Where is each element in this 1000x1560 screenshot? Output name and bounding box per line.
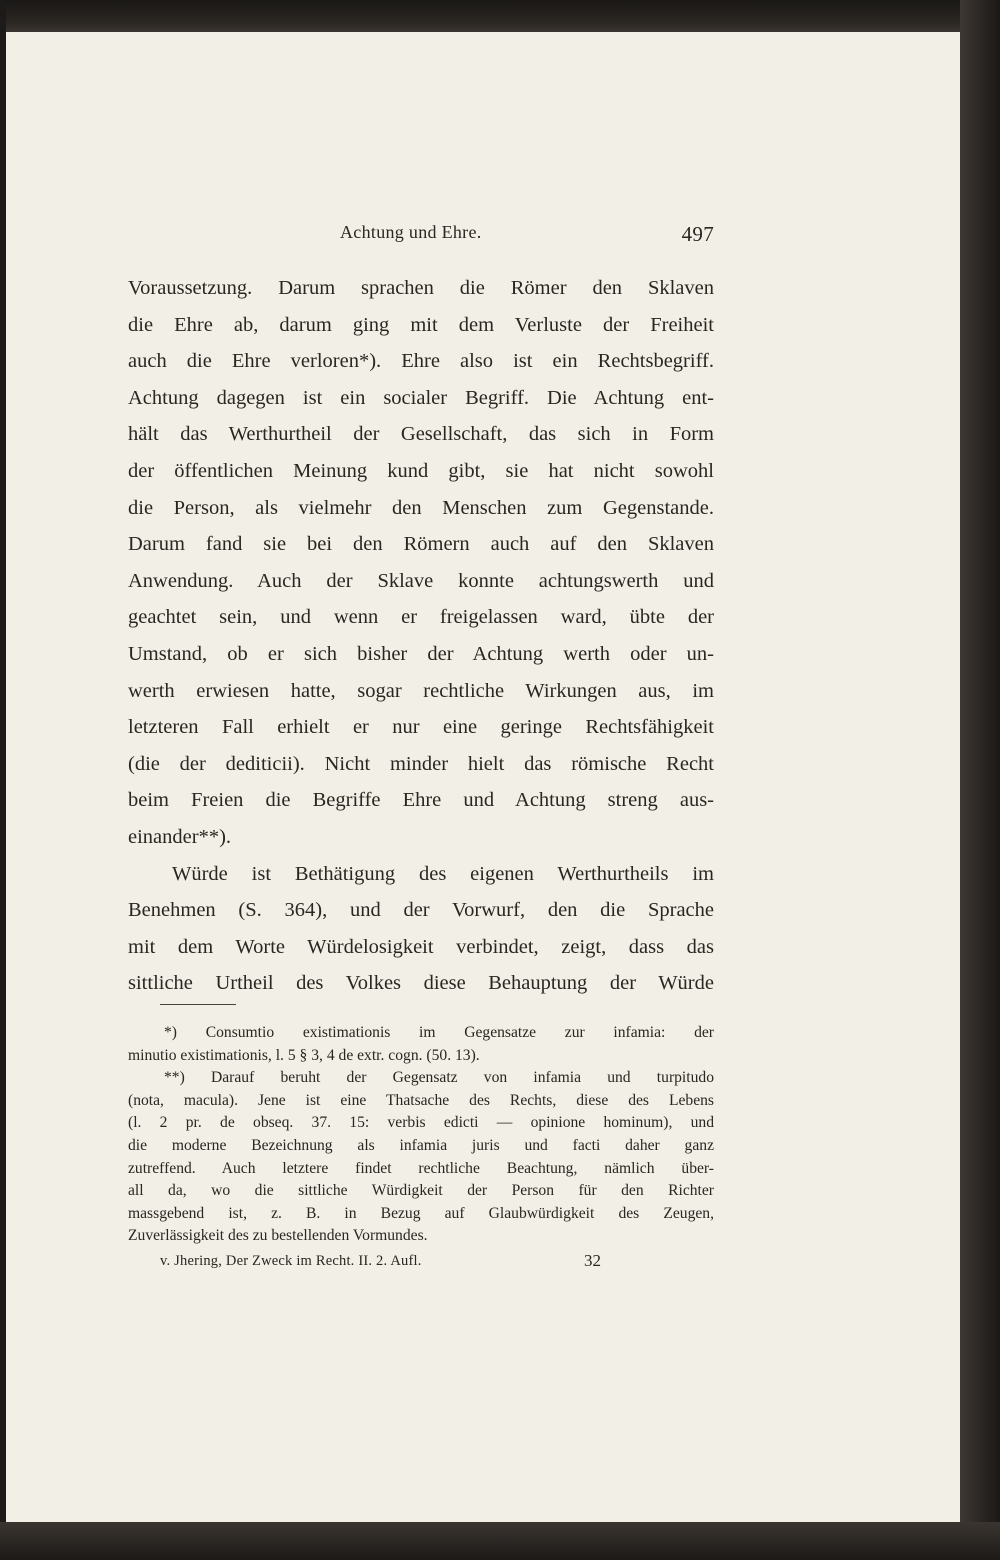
body-line: hält das Werthurtheil der Gesellschaft, das sich in Form [128, 423, 714, 446]
footnote-line: zutreffend. Auch letztere findet rechtliche Beachtung, nämlich über- [128, 1159, 714, 1177]
scan-right-border [960, 0, 1000, 1560]
footnote-line: (l. 2 pr. de obseq. 37. 15: verbis edicti — opinione hominum), und [128, 1114, 714, 1132]
footnote-line: all da, wo die sittliche Würdigkeit der Person für den Richter [128, 1182, 714, 1200]
body-text [128, 270, 714, 1002]
body-line: auch die Ehre verloren*). Ehre also ist ein Rechtsbegriff. [128, 350, 714, 373]
body-line: mit dem Worte Würdelosigkeit verbindet, zeigt, dass das [128, 935, 714, 958]
sheet-signature-mark: 32 [584, 1251, 601, 1270]
body-line: Anwendung. Auch der Sklave konnte achtungswerth und [128, 569, 714, 592]
footnote-line: *) Consumtio existimationis im Gegensatze zur infamia: der [164, 1024, 714, 1041]
body-line: beim Freien die Begriffe Ehre und Achtung streng aus- [128, 789, 714, 812]
body-line: der öffentlichen Meinung kund gibt, sie hat nicht sowohl [128, 459, 714, 482]
body-line: letzteren Fall erhielt er nur eine geringe Rechtsfähigkeit [128, 716, 714, 739]
body-line: sittliche Urtheil des Volkes diese Behauptung der Würde [128, 972, 714, 995]
body-line: (die der dediticii). Nicht minder hielt das römische Recht [128, 752, 714, 775]
running-title: Achtung und Ehre. [340, 222, 482, 242]
body-line: Achtung dagegen ist ein socialer Begriff. Die Achtung ent- [128, 386, 714, 409]
footnote-line: massgebend ist, z. B. in Bezug auf Glaubwürdigkeit des Zeugen, [128, 1204, 714, 1222]
body-line: Würde ist Bethätigung des eigenen Werthurtheils im [172, 862, 714, 885]
footnote-line: die moderne Bezeichnung als infamia juris und facti daher ganz [128, 1136, 714, 1154]
scan-bottom-border [0, 1522, 1000, 1560]
body-line: Darum fand sie bei den Römern auch auf den Sklaven [128, 533, 714, 556]
footnotes [128, 1022, 714, 1248]
footnote-line: minutio existimationis, l. 5 § 3, 4 de extr. cogn. (50. 13). [128, 1046, 480, 1064]
footnote-line: **) Darauf beruht der Gegensatz von infamia und turpitudo [164, 1069, 714, 1087]
body-line: Benehmen (S. 364), und der Vorwurf, den die Sprache [128, 899, 714, 922]
printer-signature: v. Jhering, Der Zweck im Recht. II. 2. Aufl. [160, 1253, 422, 1269]
body-line: die Ehre ab, darum ging mit dem Verluste der Freiheit [128, 313, 714, 336]
body-line: Umstand, ob er sich bisher der Achtung werth oder un- [128, 642, 714, 665]
scan-top-border [0, 0, 1000, 32]
running-header [340, 222, 720, 252]
page-number: 497 [681, 222, 714, 246]
body-line: einander**). [128, 825, 232, 848]
body-line: Voraussetzung. Darum sprachen die Römer den Sklaven [128, 277, 714, 299]
footnote-line: Zuverlässigkeit des zu bestellenden Vormundes. [128, 1227, 428, 1245]
body-line: werth erwiesen hatte, sogar rechtliche Wirkungen aus, im [128, 679, 714, 702]
body-line: die Person, als vielmehr den Menschen zum Gegenstande. [128, 496, 714, 519]
body-line: geachtet sein, und wenn er freigelassen ward, übte der [128, 606, 714, 629]
footnote-line: (nota, macula). Jene ist eine Thatsache des Rechts, diese des Lebens [128, 1091, 714, 1109]
footnote-separator [160, 1004, 236, 1005]
